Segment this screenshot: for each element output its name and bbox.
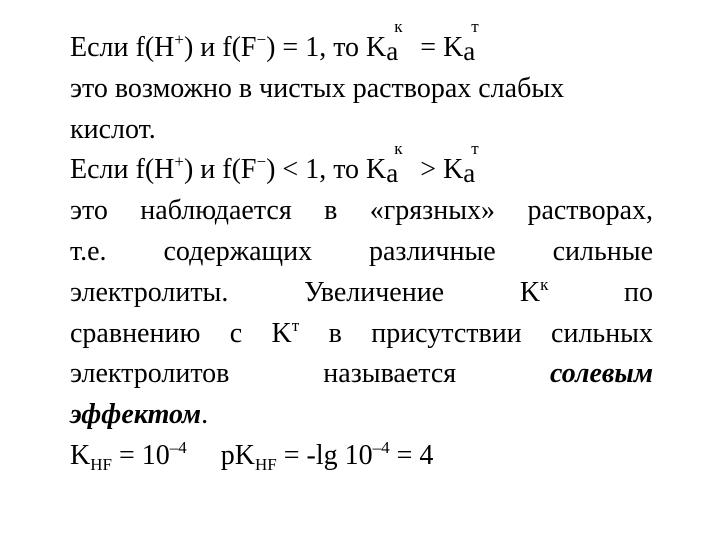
- superscript: к: [394, 139, 403, 159]
- k-index: [463, 17, 483, 66]
- k-symbol: [70, 315, 300, 349]
- text-segment: в присутствии сильных: [328, 317, 653, 349]
- text-segment: Увеличение: [304, 276, 445, 308]
- text-segment: ) < 1, то K: [266, 154, 387, 186]
- text-segment: = -lg 10: [276, 439, 373, 471]
- text-segment: K: [519, 276, 541, 308]
- line-4: [70, 139, 653, 191]
- text-segment: = K: [420, 32, 464, 63]
- superscript: −: [256, 30, 267, 49]
- line-8: [70, 314, 653, 355]
- text-segment: Если f(H: [70, 154, 175, 186]
- text-segment: электролиты.: [70, 276, 229, 308]
- subscript: a: [463, 36, 476, 66]
- superscript: т: [471, 17, 479, 36]
- superscript: +: [174, 30, 184, 49]
- text-segment: ) и f(F: [183, 32, 257, 63]
- line-7: [70, 273, 653, 314]
- text-segment: Если f(H: [70, 32, 175, 63]
- text-segment: сравнению с K: [70, 317, 292, 349]
- line-2: это возможно в чистых растворах слабых: [70, 72, 565, 104]
- slide-text: [70, 17, 654, 477]
- superscript: –4: [372, 437, 390, 457]
- subscript: HF: [90, 454, 112, 474]
- text-segment: = 10: [111, 439, 170, 471]
- emphasis-text: солевым: [550, 358, 653, 390]
- line-9: [70, 354, 653, 395]
- line-3: кислот.: [70, 113, 156, 145]
- text-segment: = 4: [389, 439, 434, 471]
- k-index: [386, 17, 406, 66]
- line-1: [70, 17, 653, 69]
- text-segment: по: [624, 276, 654, 308]
- k-index: [463, 139, 483, 189]
- text-segment: ) = 1, то K: [266, 32, 387, 63]
- text-segment: .: [201, 399, 209, 431]
- text-segment: K: [70, 439, 91, 471]
- line-6: т.е. содержащих различные сильные: [70, 235, 653, 267]
- subscript: a: [386, 36, 399, 66]
- k-symbol: [519, 274, 549, 308]
- line-10: [70, 395, 653, 436]
- text-segment: pK: [220, 439, 255, 471]
- superscript: к: [394, 17, 403, 36]
- superscript: +: [174, 152, 184, 172]
- superscript: т: [471, 139, 479, 159]
- superscript: т: [291, 315, 300, 335]
- superscript: −: [256, 152, 267, 172]
- line-11-formula: [70, 436, 653, 477]
- subscript: a: [463, 158, 476, 189]
- line-5: это наблюдается в «грязных» растворах,: [70, 195, 653, 227]
- text-segment: называется: [323, 358, 457, 390]
- emphasis-text: эффектом: [70, 399, 202, 431]
- subscript: a: [386, 158, 399, 189]
- text-segment: ) и f(F: [183, 154, 257, 186]
- superscript: к: [540, 274, 549, 294]
- k-index: [386, 139, 406, 189]
- subscript: HF: [255, 454, 277, 474]
- text-segment: > K: [420, 154, 464, 186]
- text-segment: электролитов: [70, 358, 230, 390]
- superscript: –4: [169, 437, 187, 457]
